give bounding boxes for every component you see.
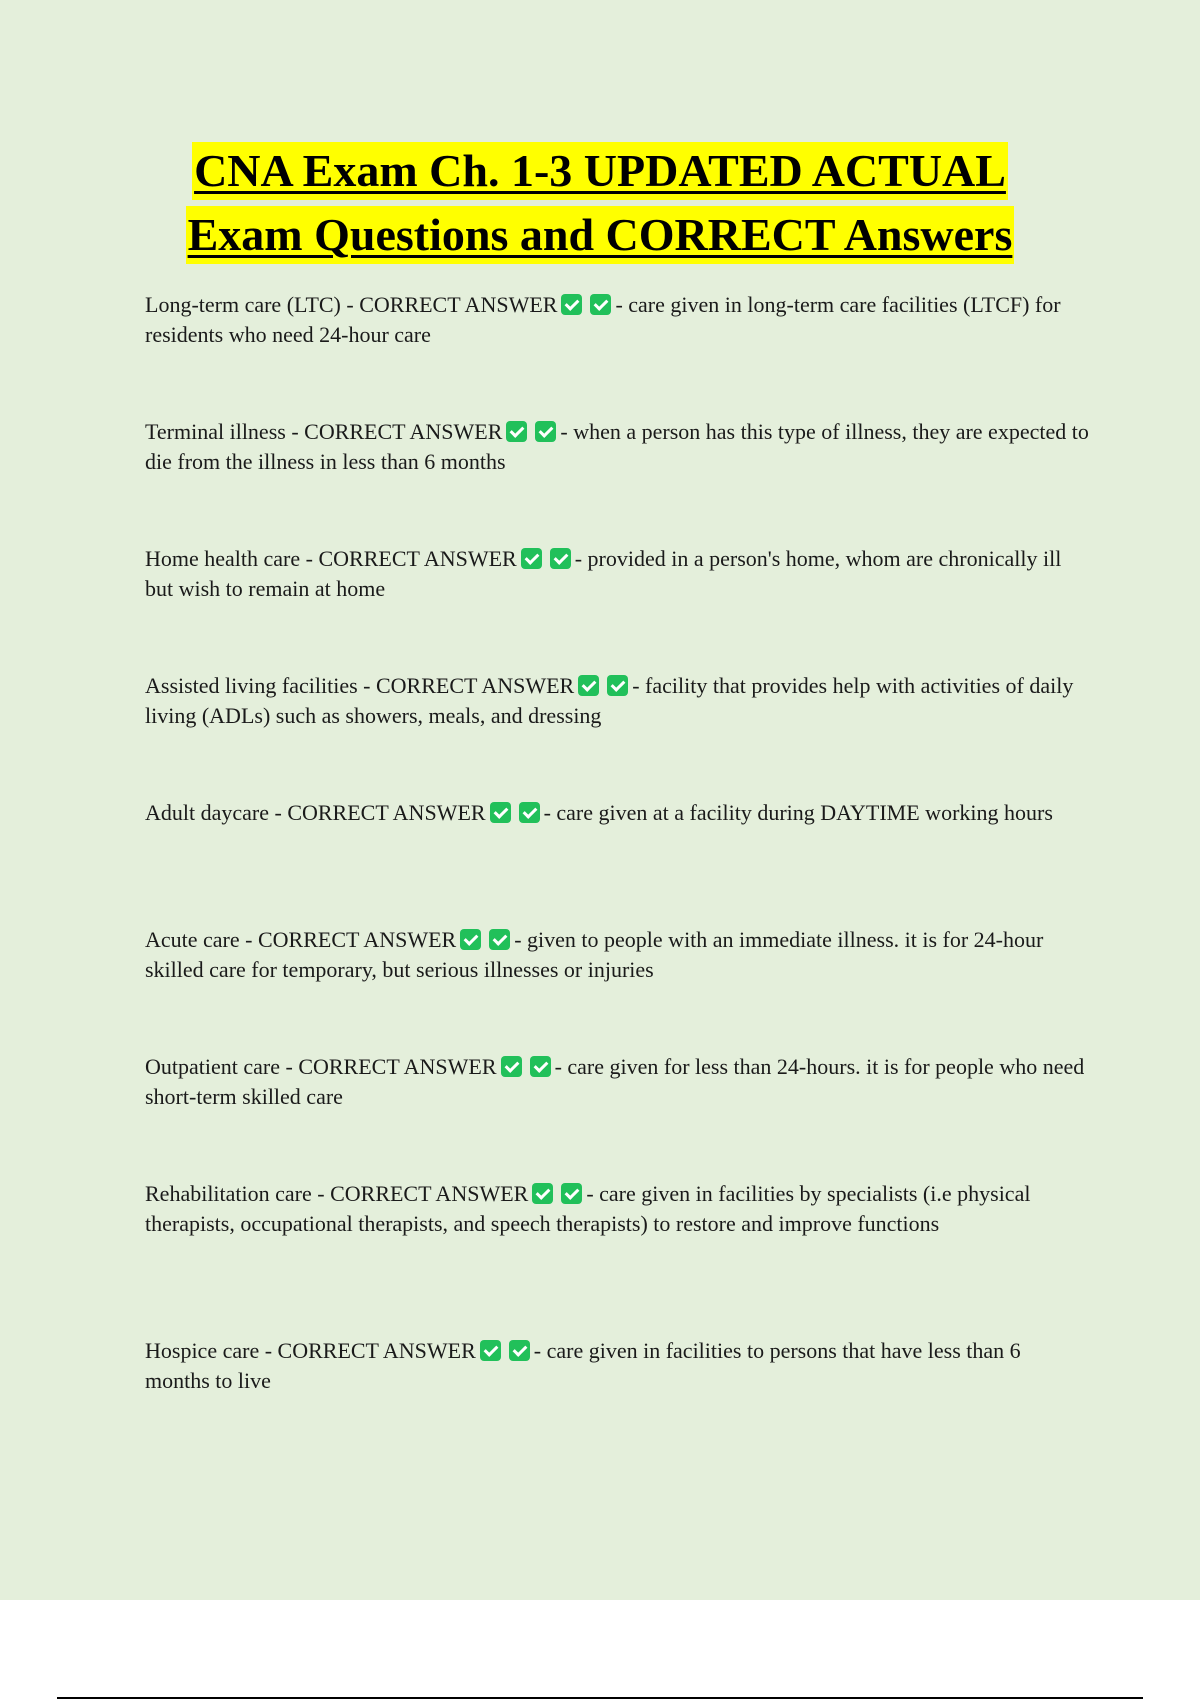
check-icon bbox=[607, 675, 628, 696]
entry-term: Terminal illness - CORRECT ANSWER bbox=[145, 419, 503, 444]
qa-entry-assisted-living bbox=[145, 671, 1090, 731]
entry-term: Adult daycare - CORRECT ANSWER bbox=[145, 800, 486, 825]
entry-term: Outpatient care - CORRECT ANSWER bbox=[145, 1054, 497, 1079]
entry-term: Rehabilitation care - CORRECT ANSWER bbox=[145, 1181, 529, 1206]
check-icon bbox=[530, 1056, 551, 1077]
check-icon bbox=[532, 1183, 553, 1204]
qa-entry-terminal-illness bbox=[145, 417, 1090, 477]
check-icon bbox=[506, 421, 527, 442]
check-icon bbox=[460, 929, 481, 950]
entry-definition: - care given in facilities by specialists (i.e physical therapists, occupational therapists, and speech therapists) to restore and improve functions bbox=[145, 1181, 1031, 1236]
entry-definition: - care given at a facility during DAYTIME working hours bbox=[543, 800, 1053, 825]
entry-term: Hospice care - CORRECT ANSWER bbox=[145, 1338, 476, 1363]
check-icon bbox=[561, 1183, 582, 1204]
check-icon bbox=[501, 1056, 522, 1077]
entry-definition: - facility that provides help with activities of daily living (ADLs) such as showers, meals, and dressing bbox=[145, 673, 1074, 728]
qa-entry-hospice-care bbox=[145, 1336, 1090, 1396]
qa-entry-rehabilitation-care bbox=[145, 1179, 1090, 1239]
entry-term: Assisted living facilities - CORRECT ANSWER bbox=[145, 673, 575, 698]
entry-definition: - care given for less than 24-hours. it is for people who need short-term skilled care bbox=[145, 1054, 1085, 1109]
check-icon bbox=[561, 294, 582, 315]
qa-entry-long-term-care bbox=[145, 290, 1090, 350]
footer-divider bbox=[57, 1697, 1143, 1699]
qa-entry-adult-daycare bbox=[145, 798, 1090, 828]
check-icon bbox=[521, 548, 542, 569]
check-icon bbox=[535, 421, 556, 442]
check-icon bbox=[480, 1340, 501, 1361]
document-title bbox=[0, 142, 1200, 264]
check-icon bbox=[578, 675, 599, 696]
check-icon bbox=[509, 1340, 530, 1361]
entry-definition: - given to people with an immediate illness. it is for 24-hour skilled care for temporary, but serious illnesses or injuries bbox=[145, 927, 1044, 982]
title-line-1: CNA Exam Ch. 1-3 UPDATED ACTUAL bbox=[192, 142, 1008, 200]
qa-entry-outpatient-care bbox=[145, 1052, 1090, 1112]
entry-definition: - provided in a person's home, whom are chronically ill but wish to remain at home bbox=[145, 546, 1062, 601]
entry-term: Acute care - CORRECT ANSWER bbox=[145, 927, 457, 952]
entry-term: Long-term care (LTC) - CORRECT ANSWER bbox=[145, 292, 558, 317]
check-icon bbox=[550, 548, 571, 569]
qa-entry-acute-care bbox=[145, 925, 1090, 985]
entry-term: Home health care - CORRECT ANSWER bbox=[145, 546, 517, 571]
entry-definition: - care given in long-term care facilities (LTCF) for residents who need 24-hour care bbox=[145, 292, 1061, 347]
title-line-2: Exam Questions and CORRECT Answers bbox=[186, 206, 1015, 264]
check-icon bbox=[590, 294, 611, 315]
check-icon bbox=[519, 802, 540, 823]
qa-entry-home-health-care bbox=[145, 544, 1090, 604]
entry-definition: - when a person has this type of illness, they are expected to die from the illness in less than 6 months bbox=[145, 419, 1089, 474]
check-icon bbox=[489, 929, 510, 950]
entry-definition: - care given in facilities to persons that have less than 6 months to live bbox=[145, 1338, 1021, 1393]
check-icon bbox=[490, 802, 511, 823]
